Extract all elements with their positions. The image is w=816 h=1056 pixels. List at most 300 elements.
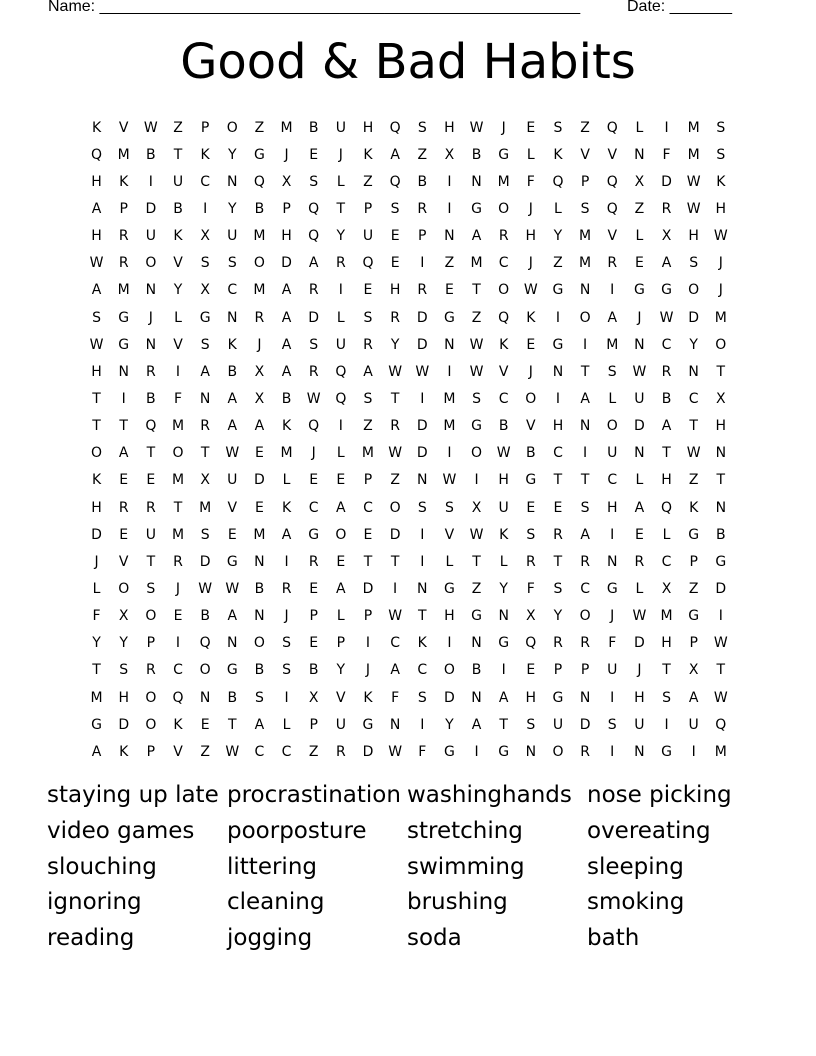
grid-letter: K: [689, 499, 699, 516]
grid-letter: P: [363, 200, 373, 217]
grid-letter: W: [469, 119, 484, 136]
grid-letter: D: [633, 635, 645, 652]
grid-letter: K: [281, 418, 292, 435]
grid-letter: N: [634, 336, 645, 353]
grid-letter: F: [662, 146, 671, 163]
grid-letter: Q: [525, 635, 537, 652]
grid-letter: T: [716, 363, 726, 380]
grid-letter: Q: [606, 173, 618, 190]
grid-letter: U: [634, 390, 645, 407]
grid-letter: Q: [606, 119, 618, 136]
grid-letter: A: [688, 689, 699, 706]
grid-letter: J: [528, 255, 533, 272]
grid-letter: H: [444, 119, 455, 136]
grid-letter: H: [362, 119, 374, 136]
grid-letter: L: [336, 608, 345, 625]
grid-letter: U: [227, 228, 238, 245]
grid-letter: W: [469, 526, 484, 543]
grid-letter: A: [471, 228, 482, 245]
grid-letter: G: [443, 309, 455, 326]
grid-letter: I: [420, 526, 425, 543]
grid-letter: N: [118, 363, 129, 380]
grid-letter: H: [715, 200, 727, 217]
grid-letter: Z: [363, 418, 373, 435]
grid-letter: X: [254, 363, 265, 380]
grid-letter: A: [336, 580, 346, 597]
grid-letter: T: [716, 662, 726, 679]
grid-letter: R: [390, 309, 400, 326]
grid-letter: W: [89, 336, 104, 353]
word-list-item: soda: [407, 925, 462, 952]
grid-letter: O: [199, 662, 211, 679]
grid-letter: E: [336, 472, 346, 489]
grid-letter: K: [363, 689, 373, 706]
grid-letter: R: [308, 553, 319, 570]
grid-letter: E: [119, 526, 129, 543]
grid-letter: V: [118, 553, 129, 570]
grid-row: [83, 440, 735, 467]
grid-letter: U: [498, 499, 509, 516]
grid-letter: B: [227, 363, 238, 380]
grid-letter: S: [200, 336, 210, 353]
grid-letter: V: [526, 418, 536, 435]
grid-letter: N: [227, 309, 238, 326]
grid-letter: L: [554, 200, 562, 217]
grid-letter: J: [175, 580, 181, 597]
grid-letter: P: [146, 743, 156, 760]
grid-letter: O: [91, 445, 103, 462]
grid-row: [83, 603, 735, 630]
grid-letter: D: [199, 553, 211, 570]
grid-letter: K: [526, 309, 536, 326]
grid-letter: R: [580, 743, 590, 760]
grid-row: [83, 738, 735, 765]
grid-letter: T: [92, 662, 101, 679]
grid-letter: G: [552, 689, 564, 706]
grid-letter: B: [526, 445, 536, 462]
grid-letter: S: [200, 255, 210, 272]
grid-letter: W: [469, 336, 484, 353]
grid-row: [83, 250, 735, 277]
grid-letter: B: [716, 526, 726, 543]
grid-letter: N: [444, 336, 455, 353]
grid-letter: E: [444, 282, 454, 299]
grid-letter: N: [634, 743, 645, 760]
grid-letter: S: [607, 363, 617, 380]
grid-letter: W: [225, 743, 240, 760]
grid-letter: T: [689, 418, 698, 435]
grid-letter: Y: [390, 336, 400, 353]
grid-row: [83, 467, 735, 494]
grid-letter: O: [145, 255, 157, 272]
grid-letter: B: [146, 390, 156, 407]
grid-letter: I: [447, 200, 452, 217]
grid-letter: N: [688, 363, 699, 380]
grid-letter: C: [227, 282, 238, 299]
grid-letter: M: [253, 228, 266, 245]
grid-letter: N: [254, 553, 265, 570]
grid-row: [83, 494, 735, 521]
grid-letter: L: [336, 309, 345, 326]
grid-letter: Q: [145, 418, 157, 435]
grid-letter: H: [525, 689, 537, 706]
grid-letter: O: [443, 662, 455, 679]
grid-letter: H: [444, 608, 455, 625]
grid-letter: M: [171, 472, 185, 489]
grid-letter: I: [284, 689, 289, 706]
grid-letter: N: [254, 608, 265, 625]
grid-letter: X: [661, 228, 672, 245]
grid-letter: J: [501, 119, 506, 136]
grid-letter: B: [417, 173, 428, 190]
grid-letter: G: [688, 526, 700, 543]
grid-letter: Y: [336, 662, 346, 679]
grid-letter: I: [555, 309, 561, 326]
grid-letter: S: [526, 716, 536, 733]
grid-letter: J: [284, 146, 289, 163]
grid-letter: D: [416, 445, 428, 462]
grid-letter: L: [499, 553, 508, 570]
grid-letter: S: [689, 255, 699, 272]
grid-row: [83, 195, 735, 222]
grid-letter: G: [118, 336, 130, 353]
grid-letter: V: [173, 255, 183, 272]
grid-letter: J: [148, 309, 153, 326]
grid-letter: J: [718, 282, 723, 299]
grid-letter: Q: [498, 309, 510, 326]
grid-letter: C: [363, 499, 373, 516]
grid-letter: D: [715, 580, 727, 597]
grid-letter: Y: [119, 635, 128, 652]
grid-letter: G: [443, 580, 455, 597]
grid-letter: D: [389, 526, 401, 543]
grid-letter: O: [253, 635, 265, 652]
grid-letter: R: [390, 418, 400, 435]
grid-letter: V: [336, 689, 346, 706]
grid-letter: T: [553, 553, 563, 570]
word-list-item: washinghands: [407, 782, 572, 808]
grid-letter: B: [254, 662, 265, 679]
grid-letter: H: [91, 173, 102, 190]
grid-letter: U: [335, 336, 346, 353]
grid-letter: G: [661, 282, 672, 299]
grid-letter: O: [118, 580, 130, 597]
grid-letter: U: [362, 228, 374, 245]
grid-letter: W: [713, 228, 728, 245]
grid-letter: A: [661, 255, 672, 272]
grid-letter: N: [552, 363, 564, 380]
grid-letter: F: [92, 608, 101, 625]
grid-letter: S: [444, 499, 454, 516]
grid-letter: I: [474, 472, 479, 489]
grid-letter: D: [633, 418, 645, 435]
grid-letter: K: [716, 173, 726, 190]
grid-letter: M: [470, 255, 483, 272]
grid-letter: D: [416, 418, 428, 435]
grid-letter: S: [607, 716, 617, 733]
grid-letter: Z: [308, 743, 319, 760]
grid-row: [83, 168, 735, 195]
grid-letter: O: [525, 390, 537, 407]
grid-letter: C: [417, 662, 428, 679]
grid-letter: R: [553, 526, 563, 543]
grid-letter: H: [715, 418, 727, 435]
grid-letter: E: [526, 119, 536, 136]
grid-letter: Z: [471, 309, 482, 326]
grid-letter: I: [365, 635, 371, 652]
grid-letter: T: [662, 445, 671, 462]
grid-letter: L: [336, 173, 345, 190]
word-list-item: slouching: [47, 853, 157, 880]
grid-letter: Q: [335, 363, 347, 380]
grid-letter: N: [634, 445, 645, 462]
grid-letter: W: [632, 363, 647, 380]
grid-letter: P: [146, 635, 156, 652]
grid-letter: T: [173, 146, 183, 163]
grid-letter: S: [417, 499, 427, 516]
grid-letter: O: [552, 743, 564, 760]
grid-letter: I: [121, 390, 126, 407]
grid-letter: A: [227, 608, 238, 625]
grid-letter: A: [336, 499, 346, 516]
grid-row: [83, 277, 735, 304]
grid-letter: A: [498, 689, 509, 706]
grid-row: [83, 657, 735, 684]
grid-letter: I: [338, 418, 343, 435]
grid-letter: L: [635, 119, 644, 136]
grid-letter: B: [661, 390, 672, 407]
grid-letter: N: [227, 173, 238, 190]
grid-letter: G: [606, 580, 618, 597]
grid-letter: Q: [253, 173, 265, 190]
grid-letter: T: [390, 553, 400, 570]
grid-letter: U: [227, 472, 238, 489]
grid-letter: R: [173, 553, 183, 570]
word-list-item: jogging: [227, 925, 313, 952]
grid-letter: N: [145, 282, 157, 299]
grid-letter: M: [687, 146, 700, 163]
grid-letter: T: [499, 716, 508, 733]
grid-letter: I: [447, 445, 452, 462]
grid-letter: E: [634, 255, 644, 272]
grid-letter: L: [635, 228, 644, 245]
grid-letter: I: [664, 716, 669, 733]
grid-letter: M: [361, 445, 375, 462]
grid-letter: W: [632, 608, 647, 625]
grid-letter: W: [225, 580, 240, 597]
grid-letter: P: [119, 200, 128, 217]
grid-row: [83, 575, 735, 602]
grid-letter: V: [607, 146, 618, 163]
grid-letter: W: [659, 309, 674, 326]
grid-letter: H: [661, 635, 672, 652]
word-list-item: ignoring: [47, 889, 142, 916]
grid-letter: H: [118, 689, 129, 706]
grid-letter: E: [309, 580, 319, 597]
grid-letter: E: [254, 445, 264, 462]
grid-row: [83, 331, 735, 358]
grid-letter: N: [199, 390, 211, 407]
grid-letter: L: [92, 580, 101, 597]
grid-letter: M: [660, 608, 673, 625]
grid-letter: A: [281, 282, 292, 299]
grid-letter: S: [254, 689, 264, 706]
grid-letter: D: [362, 743, 374, 760]
grid-letter: A: [118, 445, 129, 462]
grid-letter: D: [91, 526, 102, 543]
grid-letter: C: [553, 445, 563, 462]
grid-letter: W: [469, 363, 484, 380]
grid-letter: H: [389, 282, 401, 299]
grid-letter: T: [336, 200, 346, 217]
grid-letter: I: [420, 255, 425, 272]
grid-letter: G: [552, 336, 564, 353]
grid-letter: M: [606, 336, 619, 353]
grid-letter: R: [607, 255, 618, 272]
grid-letter: R: [308, 363, 319, 380]
grid-letter: S: [227, 255, 237, 272]
grid-row: [83, 114, 735, 141]
grid-letter: E: [119, 472, 129, 489]
grid-letter: A: [281, 363, 292, 380]
grid-letter: A: [634, 499, 645, 516]
grid-letter: P: [689, 553, 698, 570]
grid-letter: C: [254, 743, 265, 760]
grid-letter: G: [362, 716, 374, 733]
grid-letter: K: [553, 146, 563, 163]
grid-letter: C: [661, 336, 672, 353]
grid-letter: C: [498, 390, 509, 407]
grid-letter: G: [118, 309, 130, 326]
grid-letter: E: [526, 336, 536, 353]
grid-letter: G: [661, 743, 672, 760]
grid-letter: V: [498, 363, 509, 380]
grid-letter: C: [607, 472, 618, 489]
grid-letter: F: [608, 635, 617, 652]
grid-letter: B: [254, 580, 265, 597]
grid-letter: N: [444, 228, 455, 245]
grid-letter: O: [145, 716, 157, 733]
grid-letter: N: [389, 716, 401, 733]
grid-row: [83, 630, 735, 657]
grid-letter: E: [526, 499, 536, 516]
grid-letter: S: [526, 526, 536, 543]
grid-letter: I: [175, 363, 181, 380]
grid-letter: U: [145, 526, 156, 543]
grid-letter: T: [146, 445, 156, 462]
grid-letter: P: [309, 608, 318, 625]
grid-letter: H: [91, 363, 102, 380]
grid-letter: R: [580, 553, 590, 570]
page-title: Good & Bad Habits: [180, 34, 636, 90]
grid-letter: X: [688, 662, 699, 679]
grid-row: [83, 358, 735, 385]
grid-letter: B: [200, 608, 210, 625]
grid-letter: I: [501, 662, 506, 679]
grid-row: [83, 141, 735, 168]
grid-letter: N: [145, 336, 157, 353]
grid-letter: R: [498, 228, 509, 245]
grid-letter: S: [553, 580, 563, 597]
grid-letter: Q: [661, 499, 673, 516]
grid-letter: B: [227, 689, 238, 706]
grid-letter: A: [200, 363, 210, 380]
grid-letter: A: [308, 255, 319, 272]
grid-letter: Z: [417, 146, 428, 163]
grid-letter: E: [363, 282, 373, 299]
grid-letter: X: [254, 390, 265, 407]
grid-letter: Q: [199, 635, 211, 652]
grid-letter: R: [417, 282, 428, 299]
grid-letter: Q: [389, 173, 401, 190]
word-list-item: overeating: [587, 817, 711, 844]
grid-letter: M: [497, 173, 510, 190]
grid-letter: G: [91, 716, 102, 733]
grid-letter: W: [143, 119, 158, 136]
grid-letter: I: [393, 580, 398, 597]
grid-letter: W: [713, 635, 728, 652]
grid-letter: C: [308, 499, 319, 516]
grid-letter: O: [389, 499, 401, 516]
grid-row: [83, 521, 735, 548]
grid-letter: X: [661, 580, 672, 597]
grid-letter: R: [363, 336, 373, 353]
grid-letter: G: [688, 608, 700, 625]
grid-letter: I: [610, 743, 615, 760]
grid-letter: E: [254, 499, 264, 516]
grid-letter: K: [173, 228, 183, 245]
grid-letter: Z: [173, 119, 183, 136]
grid-letter: V: [444, 526, 455, 543]
grid-letter: U: [607, 445, 618, 462]
grid-letter: K: [173, 716, 183, 733]
grid-letter: M: [714, 309, 727, 326]
grid-letter: T: [119, 418, 128, 435]
grid-letter: X: [200, 472, 210, 489]
grid-letter: W: [496, 445, 511, 462]
grid-letter: P: [418, 228, 427, 245]
grid-letter: L: [336, 445, 345, 462]
grid-letter: Z: [553, 255, 563, 272]
grid-letter: M: [171, 526, 185, 543]
grid-letter: J: [284, 608, 289, 625]
grid-letter: Z: [580, 119, 590, 136]
grid-letter: S: [580, 499, 590, 516]
grid-letter: X: [281, 173, 292, 190]
grid-letter: L: [526, 146, 535, 163]
grid-letter: I: [718, 608, 723, 625]
word-list-item: swimming: [407, 853, 525, 880]
grid-letter: K: [119, 173, 129, 190]
grid-letter: H: [498, 472, 509, 489]
grid-letter: V: [118, 119, 129, 136]
grid-letter: D: [416, 309, 428, 326]
grid-letter: E: [173, 608, 183, 625]
grid-letter: Y: [553, 608, 563, 625]
grid-letter: E: [309, 146, 319, 163]
grid-letter: C: [173, 662, 183, 679]
grid-row: [83, 711, 735, 738]
grid-letter: T: [472, 282, 481, 299]
grid-letter: T: [227, 716, 237, 733]
grid-letter: A: [607, 309, 618, 326]
grid-letter: H: [281, 228, 292, 245]
grid-letter: T: [662, 662, 671, 679]
grid-letter: Q: [335, 390, 347, 407]
grid-letter: L: [282, 472, 291, 489]
grid-letter: Z: [688, 580, 699, 597]
grid-letter: C: [200, 173, 211, 190]
